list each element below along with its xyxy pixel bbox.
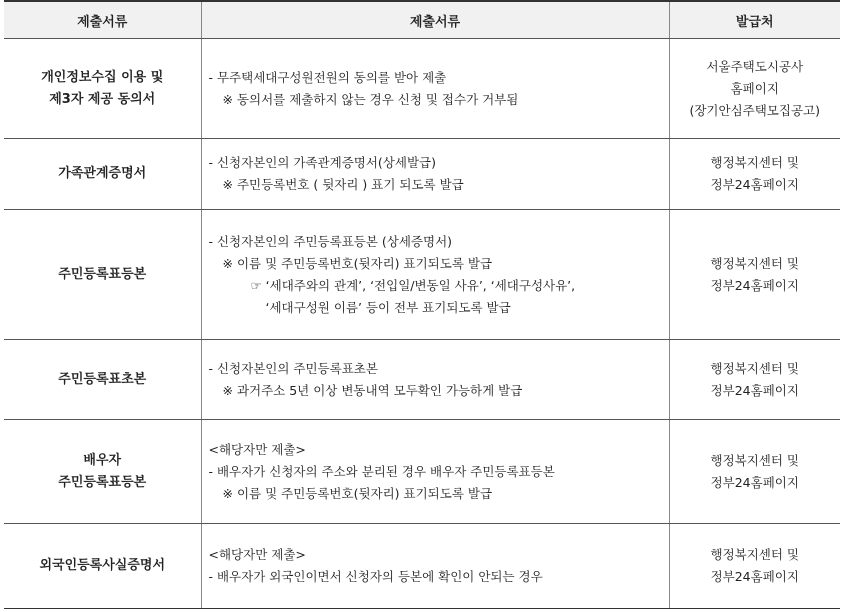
document-name [4,420,201,524]
header-document: 제출서류 [4,1,201,39]
issuer-line: 행정복지센터 및 [710,452,799,468]
table-row [4,139,840,210]
document-name [4,210,201,340]
document-description [201,39,669,139]
document-name [4,340,201,420]
description-line: - 무주택세대구성원전원의 동의를 받아 제출 [208,69,447,85]
document-name-line: 주민등록표초본 [58,371,147,387]
document-description [201,210,669,340]
issuer [669,340,840,420]
description-note: ※ 과거주소 5년 이상 변동내역 모두확인 가능하게 발급 [222,382,523,398]
issuer-line: 행정복지센터 및 [710,547,799,562]
description-line: - 신청자본인의 주민등록표등본 (상세증명서) [208,233,453,249]
issuer [669,139,840,210]
document-description [201,524,669,609]
issuer-line: 행정복지센터 및 [710,155,799,170]
description-line: - 신청자본인의 주민등록표초본 [208,360,378,376]
description-note: ※ 이름 및 주민등록번호(뒷자리) 표기되도록 발급 [222,485,493,501]
description-note: ※ 주민등록번호 ( 뒷자리 ) 표기 되도록 발급 [222,177,464,192]
issuer-line: 행정복지센터 및 [710,360,799,376]
issuer-line: (장기안심주택모집공고) [689,102,820,118]
document-description [201,139,669,210]
table-row [4,340,840,420]
issuer-line: 홈페이지 [730,80,779,96]
issuer-line: 정부24홈페이지 [710,569,799,584]
description-subnote: ‘세대구성원 이름’ 등이 전부 표기되도록 발급 [265,299,511,315]
issuer-line: 정부24홈페이지 [710,474,799,490]
document-name [4,39,201,139]
document-name-line: 제3자 제공 동의서 [49,91,156,107]
table-row [4,420,840,524]
document-name [4,139,201,210]
issuer-line: 정부24홈페이지 [710,277,799,293]
issuer-line: 서울주택도시공사 [706,58,804,74]
issuer-line: 정부24홈페이지 [710,177,799,192]
issuer [669,210,840,340]
document-name-line: 가족관계증명서 [58,166,147,181]
document-name-line: 주민등록표등본 [58,266,147,282]
header-row [4,1,840,39]
document-name-line: 주민등록표등본 [58,474,147,490]
description-line: - 배우자가 외국인이면서 신청자의 등본에 확인이 안되는 경우 [208,569,543,584]
document-description [201,420,669,524]
description-line: - 배우자가 신청자의 주소와 분리된 경우 배우자 주민등록표등본 [208,463,555,479]
description-line: - 신청자본인의 가족관계증명서(상세발급) [208,155,436,170]
issuer [669,420,840,524]
issuer-line: 행정복지센터 및 [710,255,799,271]
table-row [4,210,840,340]
description-note: ※ 동의서를 제출하지 않는 경우 신청 및 접수가 거부됨 [222,91,519,107]
documents-table [4,0,840,609]
table-row [4,524,840,609]
issuer [669,524,840,609]
header-issuer: 발급처 [669,1,840,39]
description-line: <해당자만 제출> [208,441,306,457]
description-note: ※ 이름 및 주민등록번호(뒷자리) 표기되도록 발급 [222,255,493,271]
issuer [669,39,840,139]
document-name [4,524,201,609]
table-row [4,39,840,139]
document-name-line: 개인정보수집 이용 및 [41,69,164,85]
issuer-line: 정부24홈페이지 [710,382,799,398]
document-name-line: 배우자 [83,452,122,468]
document-name-line: 외국인등록사실증명서 [39,558,166,573]
header-description: 제출서류 [201,1,669,39]
description-subnote: ☞ ‘세대주와의 관계’, ‘전입일/변동일 사유’, ‘세대구성사유’, [250,277,576,293]
description-line: <해당자만 제출> [208,547,306,562]
document-description [201,340,669,420]
